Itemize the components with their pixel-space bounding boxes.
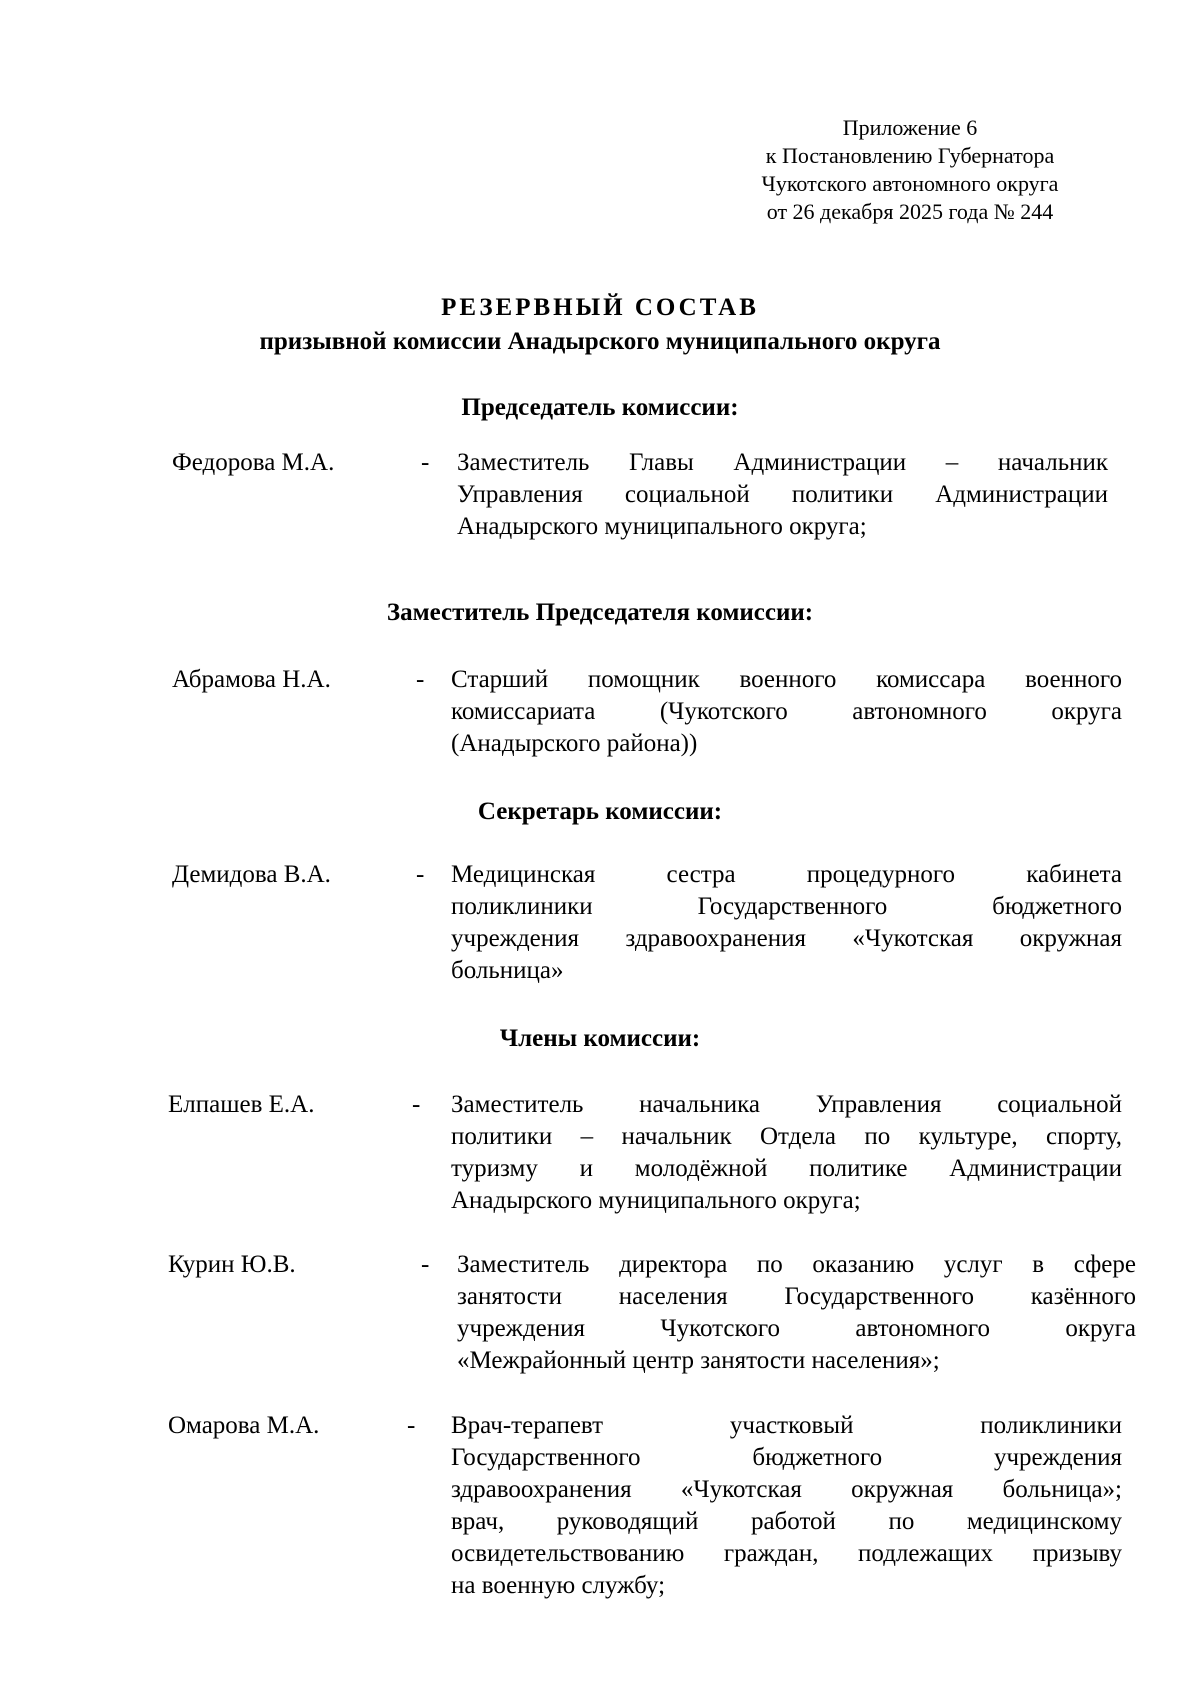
member-role-line: Государственного бюджетного учреждения <box>451 1444 1122 1471</box>
member-role-line: Анадырского муниципального округа; <box>451 1187 861 1214</box>
members-heading: Члены комиссии: <box>499 1025 701 1052</box>
member-role-line: на военную службу; <box>451 1572 666 1599</box>
member-dash: - <box>407 1412 416 1439</box>
member-role <box>451 1089 1122 1217</box>
member-role-line: освидетельствованию граждан, подлежащих призыву <box>451 1540 1122 1567</box>
member-name: Омарова М.А. <box>168 1412 320 1439</box>
member-role-line: туризму и молодёжной политике Администрации <box>451 1155 1122 1182</box>
secretary-role-line: учреждения здравоохранения «Чукотская окружная <box>451 925 1122 952</box>
member-role-line: «Межрайонный центр занятости населения»; <box>457 1347 940 1374</box>
member-dash: - <box>421 1251 430 1278</box>
member-name: Курин Ю.В. <box>168 1251 296 1278</box>
deputy-role-line: комиссариата (Чукотского автономного округа <box>451 698 1122 725</box>
member-role-line: здравоохранения «Чукотская окружная больница»; <box>451 1476 1122 1503</box>
member-role-line: учреждения Чукотского автономного округа <box>457 1315 1136 1342</box>
secretary-heading: Секретарь комиссии: <box>477 798 723 825</box>
secretary-role-line: больница» <box>451 957 564 984</box>
member-role <box>457 1249 1136 1377</box>
member-role-line: Врач-терапевт участковый поликлиники <box>451 1412 1122 1439</box>
member-role-line: занятости населения Государственного казённого <box>457 1283 1136 1310</box>
appendix-region: Чукотского автономного округа <box>761 171 1059 196</box>
member-role-line: врач, руководящий работой по медицинскому <box>451 1508 1122 1535</box>
document-subtitle: призывной комиссии Анадырского муниципального округа <box>259 328 941 355</box>
appendix-resolution-ref: к Постановлению Губернатора <box>765 143 1055 168</box>
deputy-name: Абрамова Н.А. <box>172 666 331 693</box>
secretary-dash: - <box>416 861 425 888</box>
member-role <box>451 1410 1122 1602</box>
deputy-role <box>451 664 1122 760</box>
chairman-role-line: Управления социальной политики Администрации <box>457 481 1108 508</box>
deputy-role-line: (Анадырского района)) <box>451 730 698 757</box>
appendix-date-number: от 26 декабря 2025 года № 244 <box>766 199 1054 224</box>
deputy-dash: - <box>416 666 425 693</box>
secretary-name: Демидова В.А. <box>172 861 331 888</box>
member-role-line: Заместитель начальника Управления социальной <box>451 1091 1122 1118</box>
document-title: РЕЗЕРВНЫЙ СОСТАВ <box>441 294 759 321</box>
member-dash: - <box>412 1091 421 1118</box>
chairman-dash: - <box>421 449 430 476</box>
appendix-block <box>700 114 1120 226</box>
appendix-number: Приложение 6 <box>842 115 978 140</box>
chairman-role-line: Заместитель Главы Администрации – начальник <box>457 449 1108 476</box>
deputy-heading: Заместитель Председателя комиссии: <box>386 599 814 626</box>
secretary-role <box>451 859 1122 987</box>
secretary-role-line: поликлиники Государственного бюджетного <box>451 893 1122 920</box>
chairman-heading: Председатель комиссии: <box>461 394 739 421</box>
member-role-line: политики – начальник Отдела по культуре, спорту, <box>451 1123 1122 1150</box>
deputy-role-line: Старший помощник военного комиссара военного <box>451 666 1122 693</box>
chairman-role <box>457 447 1108 543</box>
member-role-line: Заместитель директора по оказанию услуг в сфере <box>457 1251 1136 1278</box>
chairman-name: Федорова М.А. <box>172 449 335 476</box>
secretary-role-line: Медицинская сестра процедурного кабинета <box>451 861 1122 888</box>
chairman-role-line: Анадырского муниципального округа; <box>457 513 867 540</box>
member-name: Елпашев Е.А. <box>168 1091 315 1118</box>
